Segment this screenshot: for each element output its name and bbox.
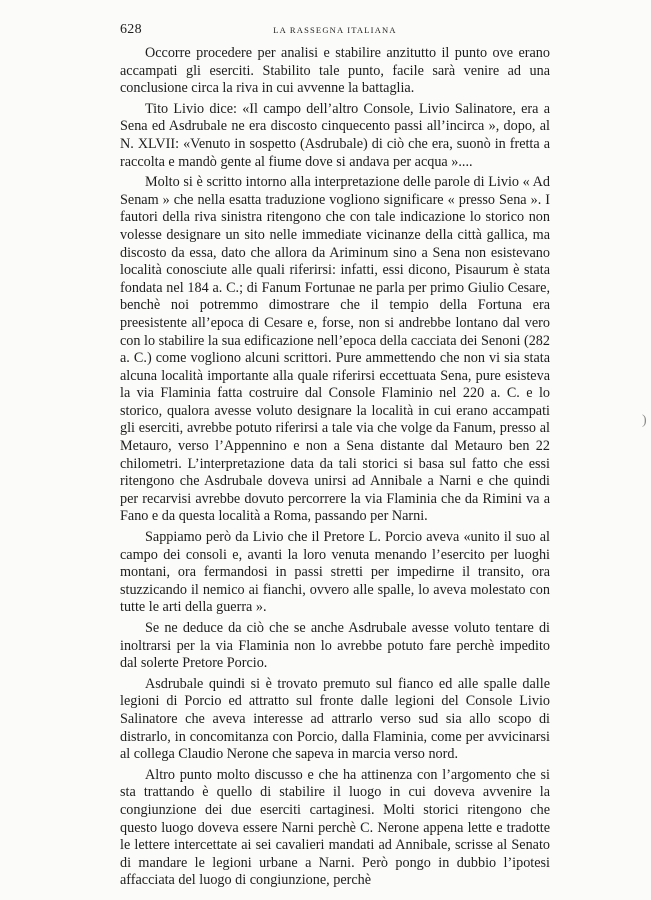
page-number: 628 xyxy=(120,22,142,37)
page-header xyxy=(120,22,550,42)
paragraph-2: Tito Livio dice: «Il campo dell’altro Console, Livio Salinatore, era a Sena ed Asdrubale ne era discosto cinquecento passi all’incirca », dopo, al N. XLVII: «Venuto in sospetto (Asdrubale) di ciò che era, suonò in fretta a raccolta e mandò gente al fiume dove si andava per acqua ».... xyxy=(120,100,550,170)
paragraph-6: Asdrubale quindi si è trovato premuto sul fianco ed alle spalle dalle legioni di Porcio ed attratto sul fronte dalle legioni del Console Livio Salinatore che aveva interesse ad attrarlo verso sud sia allo scopo di distrarlo, in concomitanza con Porcio, dalla Flaminia, come per avvicinarsi al collega Claudio Nerone che sapeva in marcia verso nord. xyxy=(120,675,550,763)
paragraph-3: Molto si è scritto intorno alla interpretazione delle parole di Livio « Ad Senam » che nella esatta traduzione vogliono significare « presso Sena ». I fautori della riva sinistra ritengono che con tale indicazione lo storico non volesse designare un sito nelle immediate vicinanze della città gallica, ma discosto da essa, dato che allora da Ariminum sino a Sena non esistevano località conosciute alle quali riferirsi: infatti, essi dicono, Pisaurum è stata fondata nel 184 a. C.; di Fanum Fortunae ne parla per primo Giulio Cesare, benchè noi potremmo dimostrare che il tempio della Fortuna era preesistente all’epoca di Cesare e, forse, non si andrebbe lontano dal vero con lo stabilire la sua edificazione nell’epoca della cacciata dei Senoni (282 a. C.) come vogliono alcuni scrittori. Pure ammettendo che non vi sia stata alcuna località importante alla quale riferirsi eccettuata Sena, pure esisteva la via Flaminia fatta costruire dal Console Flaminio nel 220 a. C. e lo storico, qualora avesse voluto designare la località in cui erano accampati gli eserciti, avrebbe potuto riferirsi a tale via che volge da Fanum, presso al Metauro, verso l’Appennino e non a Sena distante dal Metauro ben 22 chilometri. L’interpretazione data da tali storici si basa sul fatto che essi ritengono che Asdrubale doveva unirsi ad Annibale a Narni e che quindi per recarvisi avrebbe dovuto percorrere la via Flaminia che da Rimini va a Fano e da questa località a Roma, passando per Narni. xyxy=(120,174,550,525)
running-title: LA RASSEGNA ITALIANA xyxy=(273,25,397,35)
paragraph-4: Sappiamo però da Livio che il Pretore L. Porcio aveva «unito il suo al campo dei consoli e, avanti la loro venuta menando l’esercito per luoghi montani, ora fermandosi in passi stretti per impedirne il transito, ora stuzzicando il nemico ai fianchi, ovvero alle spalle, lo aveva molestato con tutte le arti della guerra ». xyxy=(120,529,550,616)
paragraph-7: Altro punto molto discusso e che ha attinenza con l’argomento che si sta trattando è quello di stabilire il luogo in cui doveva avvenire la congiunzione dei due eserciti cartaginesi. Molti storici ritengono che questo luogo doveva essere Narni perchè C. Nerone appena lette e tradotte le lettere intercettate ai sei cavalieri mandati ad Annibale, scrisse al Senato di mandare le legioni urbane a Narni. Però pongo in dubbio l’ipotesi affacciata del luogo di congiunzione, perchè xyxy=(120,766,550,889)
paragraph-5: Se ne deduce da ciò che se anche Asdrubale avesse voluto tentare di inoltrarsi per la via Flaminia non lo avrebbe potuto fare perchè impedito dal solerte Pretore Porcio. xyxy=(120,620,550,672)
paragraph-1: Occorre procedere per analisi e stabilire anzitutto il punto ove erano accampati gli eserciti. Stabilito tale punto, facile sarà venire ad una conclusione circa la riva in cui avvenne la battaglia. xyxy=(120,45,550,97)
margin-mark: ) xyxy=(642,413,647,428)
body-text xyxy=(120,45,550,893)
